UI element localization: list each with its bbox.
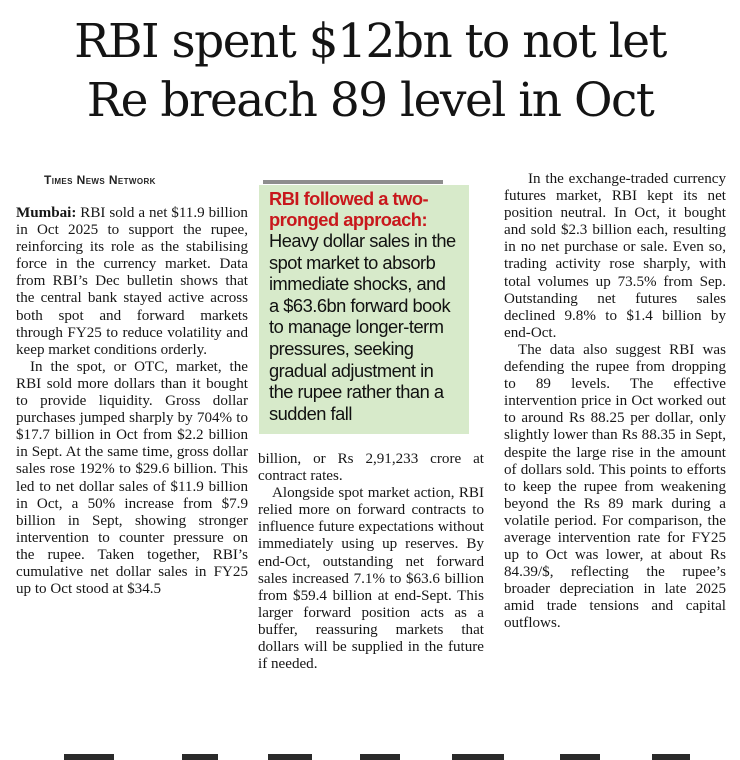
article-column-1 xyxy=(16,205,248,598)
callout-divider xyxy=(263,180,443,184)
headline-line-2: Re breach 89 level in Oct xyxy=(86,73,654,128)
article-column-3 xyxy=(504,171,726,633)
article-paragraph: In the exchange-traded currency futures market, RBI kept its net position neutral. In Oct, it bought and sold $2.3 billion each, resulting in no net purchase or sale. Even so, trading activity rose sharply, with total volumes up 73.5% from Sep. Outstanding net futures sales declined 9.8% to $1.4 billion by end-Oct. xyxy=(504,171,726,341)
article-paragraph: billion, or Rs 2,91,233 crore at contract rates. xyxy=(258,451,484,485)
callout-body: Heavy dollar sales in the spot market to absorb immediate shocks, and a $63.6bn forward book to manage longer-term pressures, seeking gradual adjustment in the rupee rather than a sudden fall xyxy=(269,230,456,424)
headline-line-1: RBI spent $12bn to not let xyxy=(74,14,666,69)
callout-title: RBI followed a two-pronged approach: xyxy=(269,188,429,230)
dateline: Mumbai: xyxy=(16,205,77,221)
article-column-2 xyxy=(258,451,484,673)
article-paragraph xyxy=(16,205,248,359)
article-paragraph: In the spot, or OTC, market, the RBI sold more dollars than it bought to provide liquidity. Gross dollar purchases jumped sharply by 704% to $17.7 billion in Oct from $2.2 billion in Sept. At the same time, gross dollar sales rose 192% to $29.6 billion. This led to net dollar sales of $11.9 billion in Oct, a 50% increase from $7.9 billion in Sept, showing stronger intervention to counter pressure on the rupee. Taken together, RBI’s cumulative net dollar sales in FY25 up to Oct stood at $34.5 xyxy=(16,358,248,598)
byline: Times News Network xyxy=(44,173,156,187)
article-paragraph: The data also suggest RBI was defending the rupee from dropping to 89 levels. The effective intervention price in Oct worked out to around Rs 88.25 per dollar, only slightly lower than Rs 88.35 in Sept, despite the large rise in the amount of dollars sold. This points to efforts to keep the rupee from weakening beyond the Rs 89 mark during a volatile period. For comparison, the average intervention rate for FY25 up to Oct was lower, at about Rs 84.39/$, reflecting the rupee’s broader depreciation in late 2025 amid trade tensions and capital outflows. xyxy=(504,341,726,632)
next-article-edge xyxy=(0,754,740,760)
callout-box xyxy=(259,185,469,434)
headline xyxy=(12,12,728,130)
article-paragraph: Alongside spot market action, RBI relied more on forward contracts to influence future expectations without immediately using up reserves. By end-Oct, outstanding net forward sales increased 7.1% to $63.6 billion from $59.4 billion at end-Sept. This larger forward position acts as a buffer, reassuring markets that dollars will be supplied in the future if needed. xyxy=(258,485,484,673)
paragraph-text: RBI sold a net $11.9 billion in Oct 2025 to support the rupee, reinforcing its role as the stabilising force in the currency market. Data from RBI’s Dec bulletin shows that the central bank stayed active across both spot and forward markets through FY25 to reduce volatility and keep market conditions orderly. xyxy=(16,205,248,358)
